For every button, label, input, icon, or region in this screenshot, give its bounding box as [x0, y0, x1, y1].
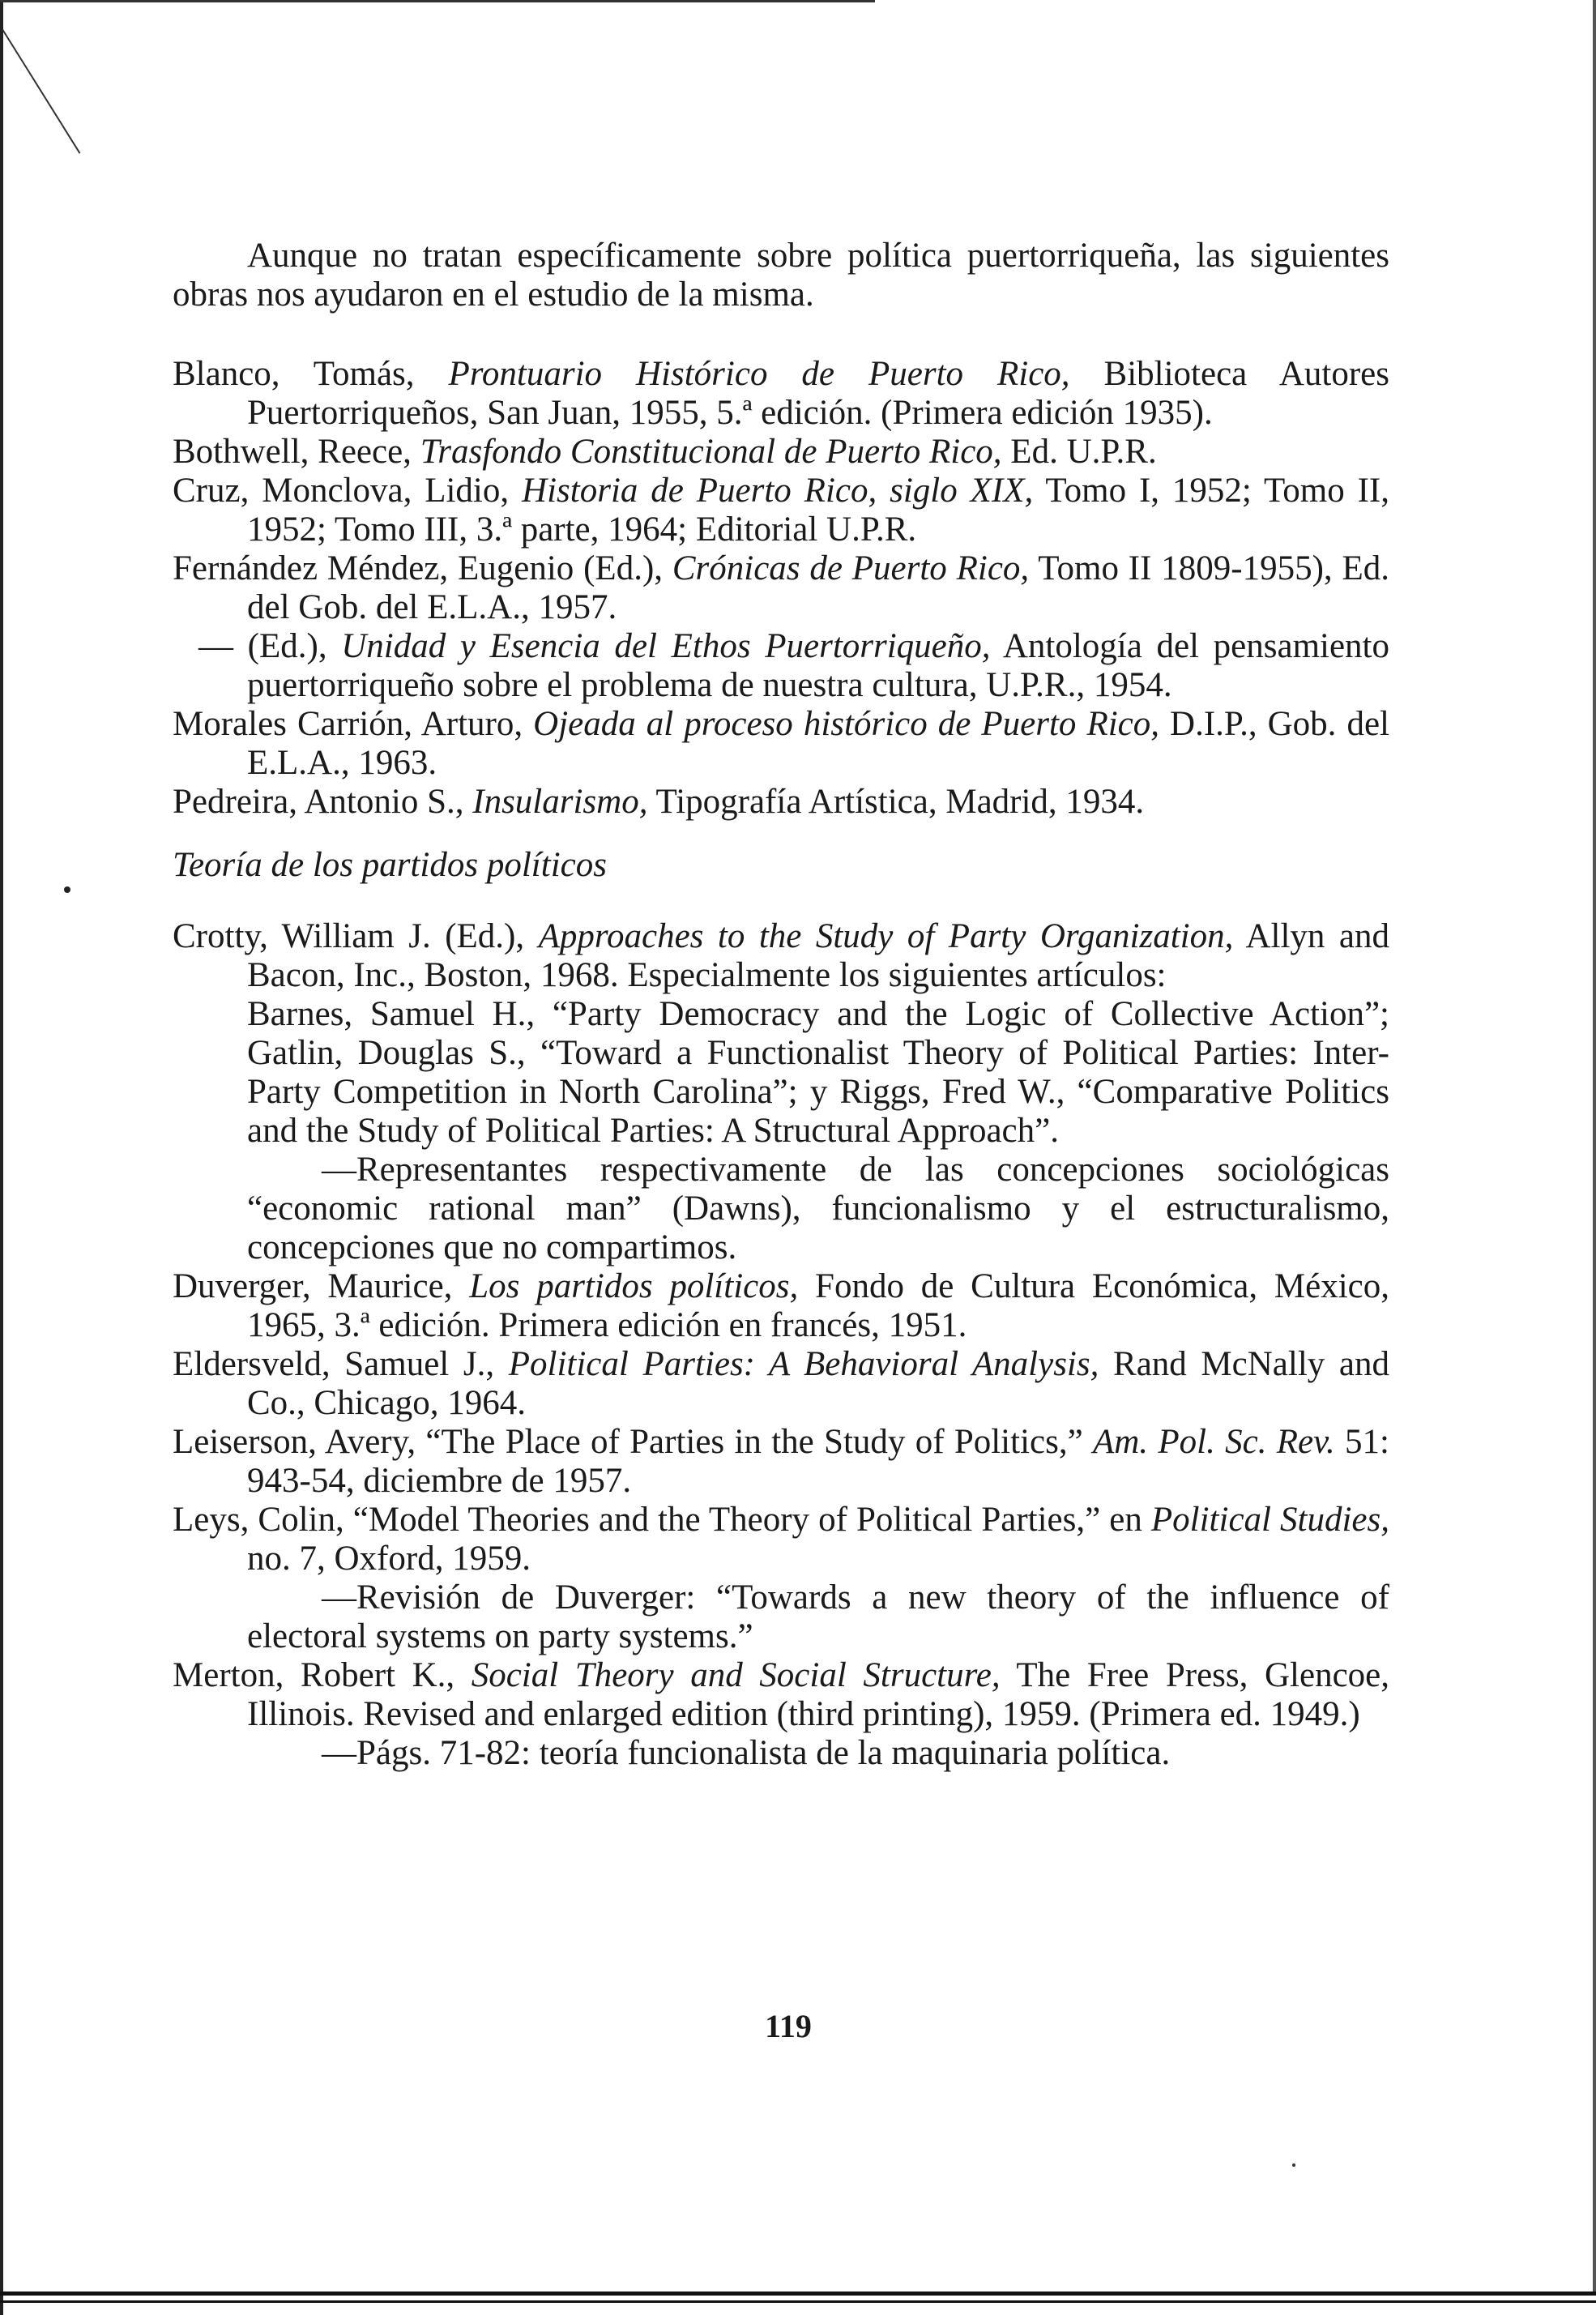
- scan-speck: [1292, 2163, 1295, 2167]
- scan-border-bottom-inner: [0, 2300, 1596, 2303]
- bib-entry-fernandez-ed: — (Ed.), Unidad y Esencia del Ethos Puertorriqueño, Antología del pensamiento puertorriqueño sobre el problema de nuestra cultura, U.P.R., 1954.: [198, 627, 1389, 704]
- bib-note-crotty: —Representantes respectivamente de las concepciones sociológicas “economic rational man” (Dawns), funcionalismo y el estructuralismo, concepciones que no compartimos.: [247, 1151, 1389, 1266]
- bib-entry-pedreira: Pedreira, Antonio S., Insularismo, Tipografía Artística, Madrid, 1934.: [173, 783, 1145, 821]
- scan-corner-mark: [2, 29, 80, 154]
- scan-border-top: [0, 0, 875, 2]
- bib-note-merton: —Págs. 71-82: teoría funcionalista de la maquinaria política.: [322, 1734, 1171, 1772]
- bib-note-leys: —Revisión de Duverger: “Towards a new theory of the influence of electoral systems on party systems.”: [247, 1578, 1389, 1655]
- scan-border-bottom: [0, 2292, 1596, 2296]
- bib-entry-merton: Merton, Robert K., Social Theory and Social Structure, The Free Press, Glencoe, Illinois. Revised and enlarged edition (third printing), 1959. (Primera ed. 1949.): [173, 1656, 1389, 1733]
- bib-entry-crotty-articles: Barnes, Samuel H., “Party Democracy and the Logic of Collective Action”; Gatlin, Douglas S., “Toward a Functionalist Theory of Political Parties: Inter-Party Competition in North Carolina”; y Riggs, Fred W., “Comparative Politics and the Study of Political Parties: A Structural Approach”.: [247, 995, 1389, 1150]
- scan-border-left: [0, 0, 3, 2315]
- bib-entry-crotty: Crotty, William J. (Ed.), Approaches to the Study of Party Organization, Allyn and Bacon, Inc., Boston, 1968. Especialmente los siguientes artículos:: [173, 917, 1389, 994]
- bib-entry-duverger: Duverger, Maurice, Los partidos políticos, Fondo de Cultura Económica, México, 1965, 3.ª edición. Primera edición en francés, 1951.: [173, 1267, 1389, 1344]
- page-number: 119: [765, 2008, 812, 2044]
- bib-entry-leys: Leys, Colin, “Model Theories and the Theory of Political Parties,” en Political Studies, no. 7, Oxford, 1959.: [173, 1501, 1389, 1578]
- bib-entry-cruz: Cruz, Monclova, Lidio, Historia de Puerto Rico, siglo XIX, Tomo I, 1952; Tomo II, 1952; Tomo III, 3.ª parte, 1964; Editorial U.P.R.: [173, 472, 1389, 549]
- bib-entry-morales: Morales Carrión, Arturo, Ojeada al proceso histórico de Puerto Rico, D.I.P., Gob. del E.L.A., 1963.: [173, 705, 1389, 782]
- intro-paragraph: Aunque no tratan específicamente sobre política puertorriqueña, las siguientes obras nos ayudaron en el estudio de la misma.: [173, 237, 1389, 314]
- margin-dot: [64, 886, 70, 893]
- bib-entry-leiserson: Leiserson, Avery, “The Place of Parties in the Study of Politics,” Am. Pol. Sc. Rev. 51: 943-54, diciembre de 1957.: [173, 1423, 1389, 1500]
- bib-entry-blanco: Blanco, Tomás, Prontuario Histórico de Puerto Rico, Biblioteca Autores Puertorriqueños, San Juan, 1955, 5.ª edición. (Primera edición 1935).: [173, 355, 1389, 432]
- bibliography-page: [173, 237, 1389, 1773]
- bib-entry-eldersveld: Eldersveld, Samuel J., Political Parties: A Behavioral Analysis, Rand McNally and Co., Chicago, 1964.: [173, 1345, 1389, 1422]
- section-heading: Teoría de los partidos políticos: [173, 846, 607, 884]
- bib-entry-fernandez: Fernández Méndez, Eugenio (Ed.), Crónicas de Puerto Rico, Tomo II 1809-1955), Ed. del Gob. del E.L.A., 1957.: [173, 549, 1389, 626]
- bib-entry-bothwell: Bothwell, Reece, Trasfondo Constitucional de Puerto Rico, Ed. U.P.R.: [173, 433, 1157, 471]
- scan-border-right: [1593, 0, 1596, 2293]
